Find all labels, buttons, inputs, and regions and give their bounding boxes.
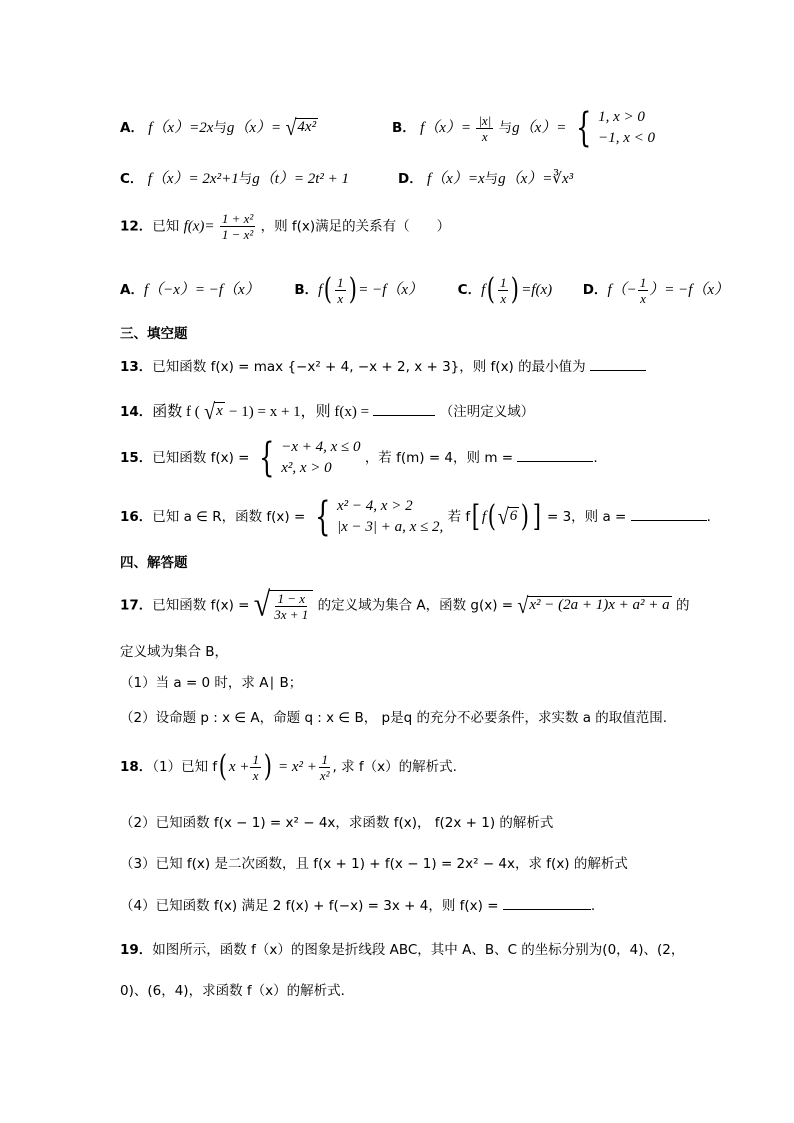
question-text: （1）已知 f	[152, 759, 218, 775]
option-label: B．	[392, 120, 416, 136]
q12-options: A．f（−x）= −f（x） B．f( $\frac{1}{x}$ ) = −f（x） C．f( $\frac{1}{x}$ ) =f(x) D．f（− $\frac{1}{x}$ ）= −f（x）	[120, 272, 730, 307]
sqrt-expression: √ $\frac{1 - x}{3x + 1}$	[254, 590, 314, 621]
option-label: B．	[294, 282, 319, 298]
fraction	[220, 212, 255, 241]
question-number: 19．	[120, 942, 153, 958]
fraction	[250, 753, 261, 782]
option-label: D．	[582, 282, 608, 298]
question-14	[120, 399, 535, 425]
case-2: −1, x < 0	[598, 130, 655, 146]
question-19	[120, 944, 684, 958]
expr: = x² +	[277, 759, 317, 775]
formula-f: f（x）=	[420, 120, 472, 136]
q17-line2: 定义域为集合 B，	[120, 644, 229, 660]
option-label: A．	[120, 282, 144, 298]
q18-part4	[120, 900, 595, 914]
q11-option-d	[398, 172, 573, 187]
answer-blank[interactable]	[590, 369, 646, 371]
denominator: x	[640, 290, 646, 306]
sqrt-expression: √ x	[204, 399, 223, 425]
denominator: 1 − x²	[221, 227, 254, 242]
q11-option-a	[120, 115, 318, 141]
denominator: 3x + 1	[274, 607, 309, 622]
formula-g: g（x）=	[512, 120, 567, 136]
question-text: （4）已知函数 f(x) 满足 2 f(x) + f(−x) = 3x + 4，则 f(x) =	[120, 898, 499, 914]
piecewise: { −x + 4, x ≤ 0 x², x > 0	[258, 435, 361, 481]
question-text: 已知函数 f(x) = max {−x² + 4, −x + 2, x + 3}，则 f(x) 的最小值为	[152, 359, 586, 375]
q19-line2: 0)、(6，4)，求函数 f（x）的解析式．	[120, 983, 355, 999]
numerator: 1	[639, 274, 647, 290]
question-number: 17．	[120, 597, 153, 614]
q17-part1: （1）当 a = 0 时，求 A∣ B；	[120, 675, 303, 691]
question-text: 函数 f (	[152, 404, 200, 420]
question-number: 12．	[120, 218, 153, 235]
denominator: x	[252, 767, 259, 783]
sqrt-content: x² − (2a + 1)x + a² + a	[527, 596, 671, 616]
formula-g: g（x）=	[498, 171, 553, 187]
option-c-rhs: =f(x)	[521, 282, 553, 298]
question-12	[120, 212, 450, 241]
formula-f: f（x）=x	[427, 171, 485, 187]
fraction	[476, 114, 493, 143]
numerator: 1 − x	[277, 591, 306, 606]
formula-f: f（x）=2x	[148, 120, 214, 136]
option-a-formula: f（−x）= −f（x）	[143, 282, 260, 298]
fraction	[638, 276, 649, 305]
question-note: （注明定义域）	[439, 404, 535, 420]
option-label: C．	[457, 282, 482, 298]
sqrt-expression: √ 4x²	[285, 115, 317, 141]
period: .	[590, 898, 596, 914]
question-18-part1: 18．（1）已知 f( x + $\frac{1}{x}$ ) = x² + $\frac{1}{\text{x²}}$ , 求 f（x）的解析式.	[120, 749, 457, 784]
denominator: x²	[319, 767, 330, 783]
connector: 与	[213, 120, 227, 136]
expr: x +	[228, 759, 250, 775]
piecewise: { x² − 4, x > 2 |x − 3| + a, x ≤ 2,	[314, 494, 444, 540]
q11-option-c	[120, 172, 349, 187]
answer-blank[interactable]	[631, 519, 707, 521]
question-text: − 1) = x + 1，则 f(x) =	[229, 404, 370, 420]
denominator: x	[500, 290, 507, 306]
answer-blank[interactable]	[503, 908, 591, 910]
sqrt-content: 6	[508, 507, 520, 527]
option-label: C．	[120, 171, 144, 187]
section-heading-solve: 四、解答题	[120, 555, 188, 571]
answer-blank[interactable]	[373, 414, 435, 416]
formula-f: f（x）= 2x²+1	[147, 171, 239, 187]
denominator: x	[337, 290, 344, 306]
question-17	[120, 585, 690, 624]
q18-part3: （3）已知 f(x) 是二次函数，且 f(x + 1) + f(x − 1) = 2x² − 4x，求 f(x) 的解析式	[120, 856, 628, 872]
case-2: x², x > 0	[281, 460, 332, 476]
period: .	[593, 450, 598, 466]
question-text: 的	[675, 597, 690, 614]
q18-part2: （2）已知函数 f(x − 1) = x² − 4x，求函数 f(x)， f(2x + 1) 的解析式	[120, 815, 554, 831]
case-1: x² − 4, x > 2	[337, 498, 413, 514]
inner-f: f	[481, 509, 487, 525]
case-2: |x − 3| + a, x ≤ 2,	[337, 519, 444, 535]
answer-blank[interactable]	[517, 460, 593, 462]
question-text: ，若 f(m) = 4，则 m =	[364, 450, 514, 466]
question-text: , 求 f（x）的解析式.	[332, 759, 457, 775]
question-text: 已知函数 f(x) =	[152, 450, 250, 466]
numerator: |x|	[478, 112, 492, 128]
numerator: 1 + x²	[221, 211, 254, 226]
fraction	[318, 753, 332, 782]
sqrt-expression: √ 6	[497, 504, 518, 530]
numerator: 1	[337, 274, 344, 290]
sqrt-content: x	[214, 402, 225, 422]
question-text: ，则 f(x)满足的关系有（ ）	[260, 218, 451, 235]
question-16: 16．已知 a ∈ R，函数 f(x) = { x² − 4, x > 2 |x − 3| + a, x ≤ 2, 若 f[ f( √ 6 ) ] = 3，则 a = .	[120, 494, 711, 540]
sqrt-content: 4x²	[295, 118, 318, 138]
option-b-f: f	[318, 282, 323, 298]
period: .	[706, 509, 711, 525]
case-1: 1, x > 0	[598, 109, 645, 125]
fraction	[335, 276, 346, 305]
formula-g: g（t）= 2t² + 1	[252, 171, 350, 187]
case-1: −x + 4, x ≤ 0	[281, 439, 361, 455]
formula-f: f(x)=	[183, 218, 215, 235]
denominator: x	[481, 128, 488, 144]
question-text: = 3，则 a =	[546, 509, 627, 525]
option-d-f: f（−	[607, 282, 637, 298]
question-15	[120, 435, 598, 481]
question-number: 13．	[120, 359, 153, 375]
question-number: 14．	[120, 404, 153, 420]
question-13	[120, 361, 646, 375]
connector: 与	[238, 171, 253, 187]
q11-option-b	[392, 105, 655, 151]
numerator: 1	[321, 751, 328, 767]
numerator: 1	[252, 751, 259, 767]
numerator: 1	[499, 274, 507, 290]
question-text: 的定义域为集合 A，函数 g(x) =	[317, 597, 514, 614]
question-number: 18．	[120, 759, 153, 775]
question-text: 已知函数 f(x) =	[152, 597, 250, 614]
question-text: 已知	[152, 218, 180, 235]
piecewise: { 1, x > 0 −1, x < 0	[575, 105, 655, 151]
formula-g: g（x）=	[226, 120, 282, 136]
fraction	[498, 276, 509, 305]
cube-root: ∛x³	[552, 171, 574, 187]
option-d-rhs: ）= −f（x）	[649, 282, 730, 298]
q17-part2: （2）设命题 p : x ∈ A，命题 q : x ∈ B， p是q 的充分不必要条件，求实数 a 的取值范围.	[120, 710, 668, 726]
question-number: 15．	[120, 450, 153, 466]
question-text: 若 f	[447, 509, 471, 525]
option-c-f: f	[481, 282, 486, 298]
option-label: D．	[398, 171, 423, 187]
connector: 与	[484, 171, 499, 187]
connector: 与	[498, 120, 513, 136]
question-number: 16．	[120, 509, 153, 525]
question-text: 如图所示，函数 f（x）的图象是折线段 ABC，其中 A、B、C 的坐标分别为(0，4)、(2，	[152, 942, 685, 958]
section-heading-fill-in: 三、填空题	[120, 326, 188, 342]
option-b-rhs: = −f（x）	[358, 282, 424, 298]
sqrt-expression: √ x² − (2a + 1)x + a² + a	[517, 592, 670, 619]
question-text: 已知 a ∈ R，函数 f(x) =	[152, 509, 306, 525]
option-label: A．	[120, 120, 144, 136]
